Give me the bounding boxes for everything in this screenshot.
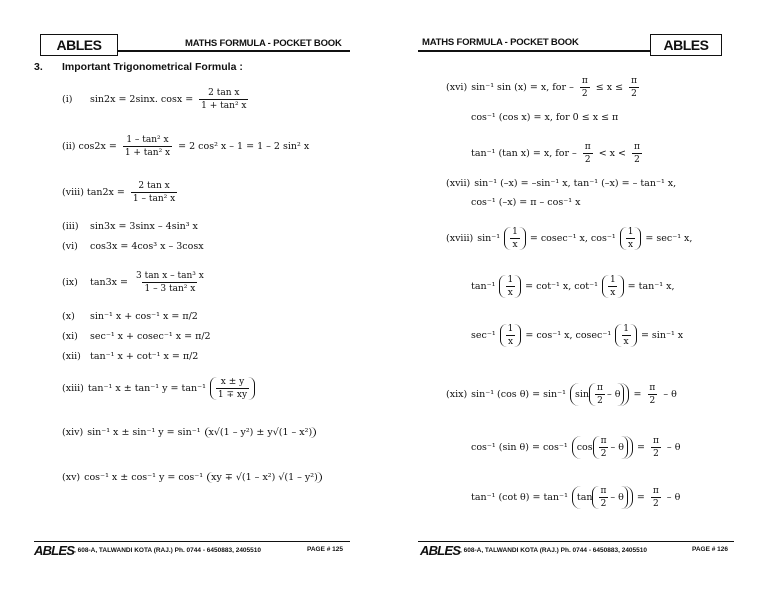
formula-ix	[62, 271, 208, 294]
denominator: 2	[649, 396, 656, 406]
denominator: 1 – 3 tan² x	[144, 284, 196, 294]
body: = tan⁻¹ x,	[627, 281, 675, 292]
ables-logo: ABLES	[650, 34, 722, 56]
parenthesis	[615, 324, 637, 347]
outer-parenthesis	[572, 436, 633, 459]
fraction	[506, 324, 516, 347]
numerator: π	[581, 76, 588, 86]
fn: tan	[576, 492, 593, 503]
denominator: x	[507, 288, 513, 298]
lhs: tan3x =	[90, 277, 128, 288]
outer-parenthesis	[572, 486, 633, 509]
fraction	[580, 76, 590, 99]
formula-vi	[62, 241, 204, 252]
tail: – θ	[666, 442, 681, 453]
denominator: 2	[634, 155, 640, 165]
lhs: cos⁻¹ x ± cos⁻¹ y = cos⁻¹	[84, 472, 204, 483]
body: cos⁻¹ (cos x) = x, for 0 ≤ x ≤ π	[471, 112, 619, 123]
fraction	[632, 142, 642, 165]
formula-xvii-a	[446, 178, 676, 189]
label: (i)	[62, 94, 73, 105]
minus-theta: – θ	[610, 492, 624, 503]
header-rule	[418, 50, 650, 52]
denominator: 1 ∓ xy	[217, 390, 248, 400]
denominator: 2	[653, 449, 659, 459]
formula-i	[62, 88, 250, 111]
body: sec⁻¹	[471, 330, 496, 341]
denominator: 2	[584, 155, 591, 165]
label: (iii)	[62, 221, 79, 232]
label: (xi)	[62, 331, 78, 342]
denominator: x	[610, 288, 616, 298]
footer-rule	[418, 541, 734, 542]
label: (xviii)	[446, 233, 474, 244]
right-page	[384, 0, 768, 594]
label: (xiii)	[62, 383, 84, 394]
body: cos⁻¹ (sin θ) = cos⁻¹	[471, 442, 568, 453]
body: sin⁻¹ sin (x) = x, for –	[471, 82, 574, 93]
parenthesis	[500, 324, 522, 347]
fraction	[629, 76, 639, 99]
header-title: MATHS FORMULA - POCKET BOOK	[185, 38, 342, 49]
fraction	[598, 486, 608, 509]
numerator: 1	[507, 275, 514, 285]
equals: =	[637, 442, 645, 453]
footer-logo: ABLES	[34, 543, 75, 558]
parenthesis	[499, 275, 521, 298]
label: (xiv)	[62, 427, 84, 438]
fraction	[595, 383, 605, 406]
outer-parenthesis	[570, 383, 629, 406]
body: tan⁻¹	[471, 281, 496, 292]
equals: =	[633, 389, 642, 400]
fraction	[134, 271, 206, 294]
lhs: tan⁻¹ x ± tan⁻¹ y = tan⁻¹	[87, 383, 206, 394]
formula-xvi-a	[446, 76, 641, 99]
formula-xii	[62, 351, 198, 362]
body: sin⁻¹ (–x) = –sin⁻¹ x, tan⁻¹ (–x) = – tan⁻¹ x,	[474, 178, 677, 189]
numerator: π	[600, 436, 607, 446]
fn: sin	[574, 389, 590, 400]
formula-iii	[62, 221, 198, 232]
formula-viii	[62, 181, 179, 204]
denominator: 1 + tan² x	[124, 148, 171, 158]
formula-xi	[62, 331, 211, 342]
footer-address: , 608-A, TALWANDI KOTA (RAJ.) Ph. 0744 - 6450883, 2405510	[74, 547, 262, 554]
section-title: Important Trigonometrical Formula :	[62, 61, 243, 73]
numerator: x ± y	[220, 377, 245, 387]
body: sin⁻¹ x + cos⁻¹ x = π/2	[90, 311, 198, 322]
denominator: 2	[652, 499, 659, 509]
body: sec⁻¹ x + cosec⁻¹ x = π/2	[90, 331, 211, 342]
parenthesis	[207, 472, 322, 483]
argument: xy ∓ √(1 – x²) √(1 – y²)	[211, 472, 318, 483]
rhs: = 2 cos² x – 1 = 1 – 2 sin² x	[178, 141, 310, 152]
header-rule	[118, 50, 350, 52]
minus-theta: – θ	[606, 389, 621, 400]
numerator: 1	[512, 227, 518, 237]
formula-xix-a	[446, 383, 677, 406]
formula-xvi-b	[471, 112, 618, 123]
fraction	[131, 181, 177, 204]
body: sin3x = 3sinx – 4sin³ x	[90, 221, 198, 232]
minus-theta: – θ	[610, 442, 625, 453]
body: tan⁻¹ (tan x) = x, for –	[471, 148, 577, 159]
header-title: MATHS FORMULA - POCKET BOOK	[422, 37, 579, 48]
label: (xix)	[446, 389, 468, 400]
denominator: 1 – tan² x	[132, 194, 176, 204]
body: = cosec⁻¹ x, cos⁻¹	[529, 233, 616, 244]
numerator: 1 – tan² x	[126, 135, 169, 145]
formula-xviii-a	[446, 227, 692, 250]
fraction	[626, 227, 636, 250]
label: (xv)	[62, 472, 81, 483]
numerator: π	[597, 383, 603, 393]
fraction	[123, 135, 172, 158]
formula-xv	[62, 472, 322, 483]
denominator: x	[628, 240, 634, 250]
lhs: sin⁻¹ x ± sin⁻¹ y = sin⁻¹	[87, 427, 201, 438]
body: ≤ x ≤	[595, 82, 624, 93]
formula-xix-b	[471, 436, 680, 459]
denominator: 2	[631, 89, 637, 99]
fraction	[608, 275, 618, 298]
body: < x <	[598, 148, 627, 159]
numerator: 1	[507, 324, 514, 334]
fraction	[599, 436, 609, 459]
numerator: 3 tan x – tan³ x	[135, 271, 204, 281]
body: = sin⁻¹ x	[640, 330, 684, 341]
denominator: x	[512, 240, 518, 250]
label: (x)	[62, 311, 75, 322]
denominator: 2	[597, 396, 603, 406]
footer-logo: ABLES	[420, 543, 461, 558]
denominator: 1 + tan² x	[201, 101, 247, 111]
numerator: π	[652, 486, 659, 496]
parenthesis	[205, 427, 317, 438]
numerator: π	[584, 142, 591, 152]
parenthesis	[504, 227, 526, 250]
body: tan⁻¹ (cot θ) = tan⁻¹	[471, 492, 568, 503]
formula-x	[62, 311, 198, 322]
numerator: 1	[627, 227, 634, 237]
body: = cot⁻¹ x, cot⁻¹	[525, 281, 598, 292]
label: (vi)	[62, 241, 78, 252]
formula-xiii	[62, 377, 255, 400]
equals: =	[636, 492, 645, 503]
fraction	[510, 227, 520, 250]
body: sin⁻¹ (cos θ) = sin⁻¹	[471, 389, 566, 400]
footer-rule	[34, 541, 350, 542]
parenthesis	[589, 383, 624, 406]
numerator: 1	[623, 324, 629, 334]
lhs: sin2x = 2sinx. cosx =	[90, 94, 194, 105]
denominator: x	[623, 337, 629, 347]
numerator: π	[649, 383, 656, 393]
body: = sec⁻¹ x,	[645, 233, 693, 244]
formula-xvi-c	[471, 142, 644, 165]
parenthesis	[210, 377, 255, 400]
denominator: x	[507, 337, 514, 347]
label: (xii)	[62, 351, 81, 362]
fraction	[647, 383, 657, 406]
fraction	[621, 324, 631, 347]
formula-xiv	[62, 427, 316, 438]
formula-xix-c	[471, 486, 680, 509]
formula-xviii-b	[471, 275, 674, 298]
page-number: PAGE # 125	[307, 546, 344, 553]
parenthesis	[592, 486, 627, 509]
fn: cos	[576, 442, 593, 453]
footer-address: , 608-A, TALWANDI KOTA (RAJ.) Ph. 0744 - 6450883, 2405510	[460, 547, 648, 554]
denominator: 2	[600, 499, 607, 509]
numerator: π	[600, 486, 607, 496]
formula-ii	[62, 135, 309, 158]
numerator: π	[631, 76, 637, 86]
fraction	[651, 486, 661, 509]
page-number: PAGE # 126	[692, 546, 729, 553]
parenthesis	[602, 275, 624, 298]
body: cos⁻¹ (–x) = π – cos⁻¹ x	[471, 197, 581, 208]
argument: x√(1 – y²) ± y√(1 – x²)	[208, 427, 313, 438]
formula-xviii-c	[471, 324, 683, 347]
numerator: 1	[609, 275, 616, 285]
label: (viii) tan2x =	[62, 187, 125, 198]
body: cos3x = 4cos³ x – 3cosx	[90, 241, 204, 252]
fraction	[505, 275, 515, 298]
denominator: 2	[600, 449, 607, 459]
body: = cos⁻¹ x, cosec⁻¹	[525, 330, 612, 341]
numerator: 2 tan x	[208, 88, 240, 98]
ables-logo: ABLES	[40, 34, 118, 56]
fraction	[651, 436, 661, 459]
numerator: π	[653, 436, 659, 446]
label: (xvii)	[446, 178, 471, 189]
formula-xvii-b	[471, 197, 580, 208]
label: (xvi)	[446, 82, 468, 93]
section-number: 3.	[34, 61, 43, 73]
parenthesis	[593, 436, 628, 459]
denominator: 2	[581, 89, 588, 99]
fraction	[216, 377, 249, 400]
body: sin⁻¹	[477, 233, 501, 244]
fraction	[583, 142, 593, 165]
label: (ii) cos2x =	[62, 141, 117, 152]
numerator: π	[634, 142, 640, 152]
tail: – θ	[666, 492, 681, 503]
tail: – θ	[663, 389, 677, 400]
numerator: 2 tan x	[138, 181, 170, 191]
label: (ix)	[62, 277, 78, 288]
parenthesis	[620, 227, 642, 250]
body: tan⁻¹ x + cot⁻¹ x = π/2	[90, 351, 199, 362]
fraction	[199, 88, 248, 111]
